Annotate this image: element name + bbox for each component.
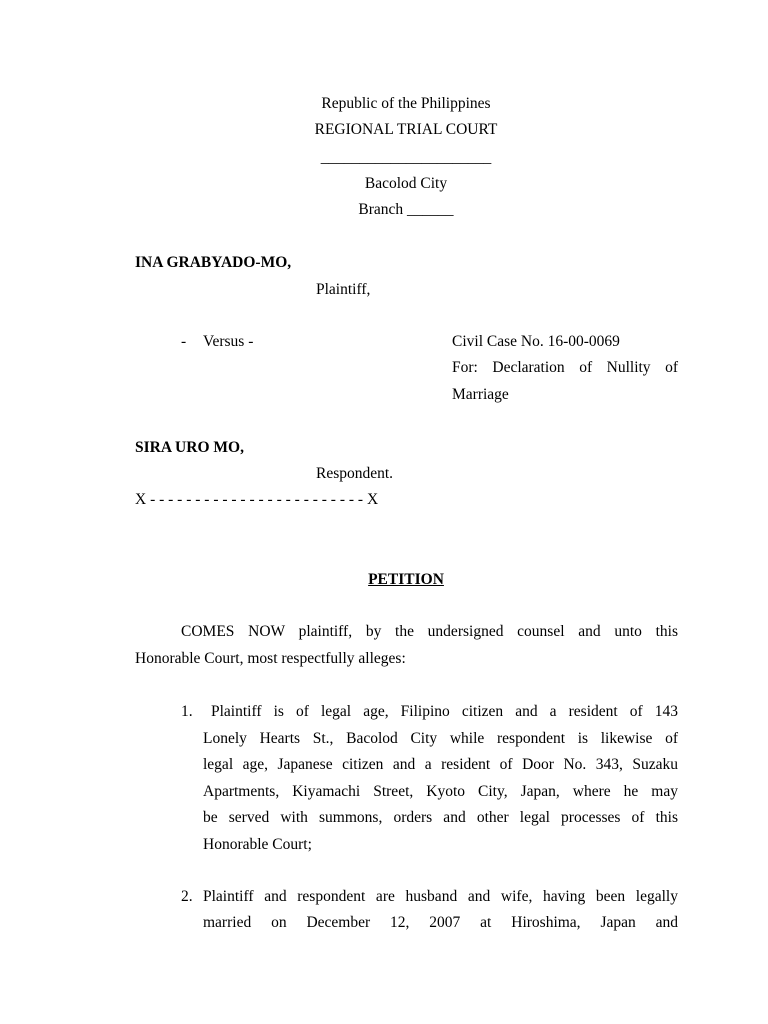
respondent-name: SIRA URO MO,	[135, 439, 244, 456]
plaintiff-label: Plaintiff,	[316, 281, 371, 298]
versus-dash: -	[181, 333, 187, 350]
case-nature-line1: For: Declaration of Nullity of	[452, 359, 678, 376]
plaintiff-name: INA GRABYADO-MO,	[135, 254, 292, 271]
document-title: PETITION	[368, 571, 444, 588]
header-city: Bacolod City	[364, 175, 448, 192]
respondent-label: Respondent.	[316, 465, 394, 482]
header-blank-line: ______________________	[320, 149, 492, 166]
allegation-1-line-6: Honorable Court;	[203, 836, 312, 853]
allegation-1-line-5: be served with summons, orders and other legal processes of this	[203, 809, 678, 826]
versus-label: Versus -	[203, 333, 254, 350]
caption-separator: X - - - - - - - - - - - - - - - - - - - - - - - - X	[135, 491, 379, 508]
allegation-2-line-1: Plaintiff and respondent are husband and wife, having been legally	[203, 888, 678, 905]
header-republic: Republic of the Philippines	[321, 95, 491, 112]
allegation-number: 2.	[181, 888, 193, 905]
header-court: REGIONAL TRIAL COURT	[314, 121, 498, 138]
allegation-1-line-4: Apartments, Kiyamachi Street, Kyoto City, Japan, where he may	[203, 783, 678, 800]
intro-line-2: Honorable Court, most respectfully alleges:	[135, 650, 406, 667]
header-branch: Branch ______	[358, 201, 454, 218]
case-nature-line2: Marriage	[452, 386, 509, 403]
intro-line-1: COMES NOW plaintiff, by the undersigned counsel and unto this	[181, 623, 678, 640]
allegation-1-line-3: legal age, Japanese citizen and a resident of Door No. 343, Suzaku	[203, 756, 678, 773]
allegation-2-line-2: married on December 12, 2007 at Hiroshima, Japan and	[203, 914, 678, 931]
allegation-number: 1.	[181, 703, 193, 720]
allegation-1-line-2: Lonely Hearts St., Bacolod City while respondent is likewise of	[203, 730, 678, 747]
allegation-1-line-1: Plaintiff is of legal age, Filipino citizen and a resident of 143	[211, 703, 678, 720]
case-number: Civil Case No. 16-00-0069	[452, 333, 620, 350]
